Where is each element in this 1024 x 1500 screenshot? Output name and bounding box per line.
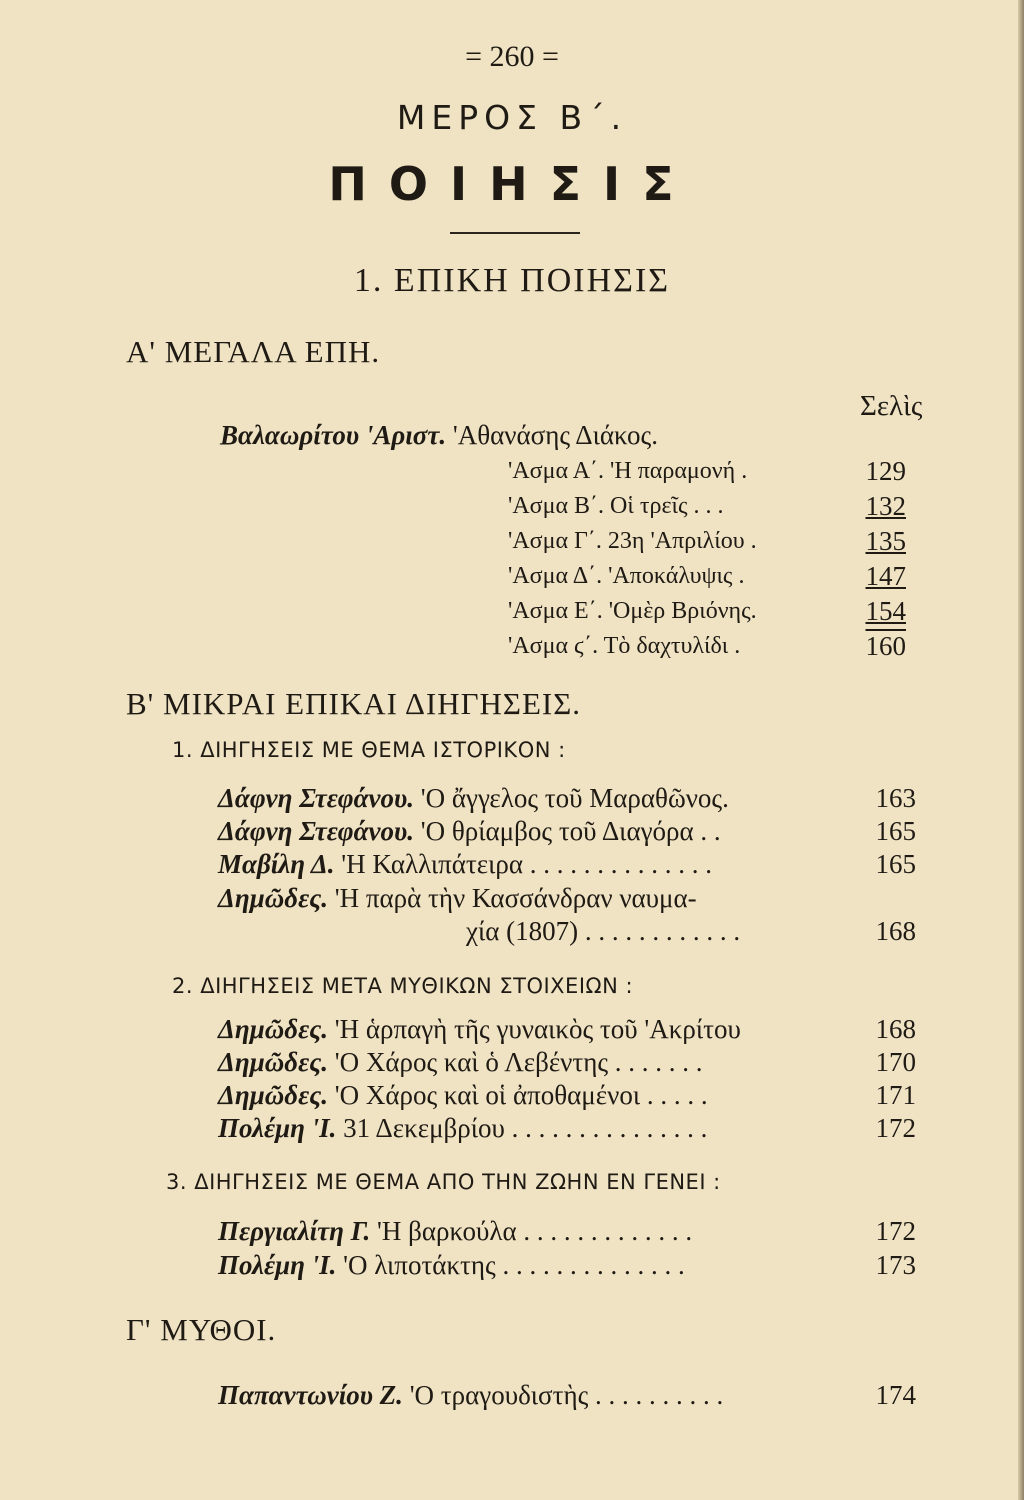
entry-title: 'Ο θρίαμβος τοῦ Διαγόρα . . — [420, 816, 721, 846]
entry-page: 168 — [875, 916, 916, 946]
entry-author: Πολέμη 'Ι. — [218, 1250, 337, 1280]
entry-page: 170 — [875, 1047, 916, 1077]
entry — [218, 1047, 703, 1078]
canto-page: 160 — [865, 631, 906, 661]
canto-page: 147 — [865, 561, 906, 591]
entry-author: Δημῶδες. — [218, 1080, 328, 1110]
canto-page: 132 — [865, 491, 906, 521]
entry — [218, 783, 729, 814]
entry-page: 174 — [875, 1380, 916, 1410]
entry — [218, 816, 721, 847]
section-c-heading: Γ' ΜΥΘΟΙ. — [126, 1312, 277, 1347]
entry-page: 165 — [875, 816, 916, 846]
entry-title: 'Η ἁρπαγὴ τῆς γυναικὸς τοῦ 'Ακρίτου — [334, 1014, 741, 1044]
canto-item: 'Ασμα Β΄. Οἱ τρεῖς . . . — [508, 493, 724, 519]
entry-author: Δημῶδες. — [218, 1014, 328, 1044]
canto-page: 129 — [865, 456, 906, 486]
entry-title: 'Ο Χάρος καὶ ὁ Λεβέντης . . . . . . . — [334, 1047, 703, 1077]
entry-title: 'Η παρὰ τὴν Κασσάνδραν ναυμα- — [334, 883, 697, 913]
entry-title: 31 Δεκεμβρίου . . . . . . . . . . . . . . . — [343, 1113, 708, 1143]
entry-author: Δάφνη Στεφάνου. — [218, 816, 414, 846]
pages-column-label: Σελὶς — [860, 390, 923, 422]
entry-author: Περγιαλίτη Γ. — [218, 1216, 371, 1246]
entry — [218, 1216, 692, 1247]
group-2-title: 2. ΔΙΗΓΗΣΕΙΣ ΜΕΤΑ ΜΥΘΙΚΩΝ ΣΤΟΙΧΕΙΩΝ : — [172, 974, 634, 998]
entry-title: 'Η Καλλιπάτειρα . . . . . . . . . . . . . . — [341, 849, 712, 879]
entry-title: 'Ο Χάρος καὶ οἱ ἀποθαμένοι . . . . . — [334, 1080, 708, 1110]
chapter-heading: 1. ΕΠΙΚΗ ΠΟΙΗΣΙΣ — [353, 262, 671, 299]
canto-page: 154 — [865, 596, 906, 626]
entry-page: 165 — [875, 849, 916, 879]
entry-title: 'Ο τραγουδιστὴς . . . . . . . . . . — [409, 1380, 724, 1410]
entry — [218, 1113, 707, 1144]
entry — [218, 1014, 741, 1045]
part-heading: ΜΕΡΟΣ Β΄. — [396, 98, 628, 137]
page-edge — [1018, 0, 1024, 1500]
canto-item: 'Ασμα ϛ΄. Τὸ δαχτυλίδι . — [508, 633, 741, 659]
author-name: Βαλαωρίτου 'Αριστ. — [220, 420, 447, 450]
entry-title: 'Η βαρκούλα . . . . . . . . . . . . . — [377, 1216, 693, 1246]
canto-item: 'Ασμα Δ΄. 'Αποκάλυψις . — [508, 563, 745, 589]
entry — [218, 1080, 708, 1111]
section-b-heading: Β' ΜΙΚΡΑΙ ΕΠΙΚΑΙ ΔΙΗΓΗΣΕΙΣ. — [126, 686, 582, 721]
entry-page: 172 — [875, 1113, 916, 1143]
entry-author: Δημῶδες. — [218, 883, 328, 913]
canto-item: 'Ασμα Γ΄. 23η 'Απριλίου . — [508, 528, 757, 554]
entry-author: Δημῶδες. — [218, 1047, 328, 1077]
entry — [218, 1380, 723, 1411]
entry-author: Δάφνη Στεφάνου. — [218, 783, 414, 813]
entry-page: 163 — [875, 783, 916, 813]
page-number: = 260 = — [465, 40, 559, 73]
group-3-title: 3. ΔΙΗΓΗΣΕΙΣ ΜΕ ΘΕΜΑ ΑΠΟ ΤΗΝ ΖΩΗΝ ΕΝ ΓΕΝΕΙ : — [166, 1170, 721, 1194]
entry-page: 173 — [875, 1250, 916, 1280]
canto-item: 'Ασμα Ε΄. 'Ομὲρ Βριόνης. — [508, 598, 757, 624]
work-title: 'Αθανάσης Διάκος. — [452, 420, 658, 450]
entry — [218, 849, 712, 880]
entry-title: 'Ο ἄγγελος τοῦ Μαραθῶνος. — [420, 783, 729, 813]
canto-page: 135 — [865, 526, 906, 556]
divider-rule — [450, 232, 580, 234]
entry-page: 172 — [875, 1216, 916, 1246]
entry-author: Παπαντωνίου Ζ. — [218, 1380, 403, 1410]
canto-item: 'Ασμα Α΄. 'Η παραμονή . — [508, 458, 748, 484]
entry — [218, 1250, 685, 1281]
entry-page: 168 — [875, 1014, 916, 1044]
entry — [218, 883, 697, 914]
entry-continuation: χία (1807) . . . . . . . . . . . . — [466, 916, 741, 946]
entry-page: 171 — [875, 1080, 916, 1110]
author-entry — [220, 420, 658, 451]
group-1-title: 1. ΔΙΗΓΗΣΕΙΣ ΜΕ ΘΕΜΑ ΙΣΤΟΡΙΚΟΝ : — [172, 738, 566, 762]
entry-author: Μαβίλη Δ. — [218, 849, 335, 879]
entry-title: 'Ο λιποτάκτης . . . . . . . . . . . . . . — [343, 1250, 685, 1280]
entry-author: Πολέμη 'Ι. — [218, 1113, 337, 1143]
section-title: ΠΟΙΗΣΙΣ — [328, 157, 696, 211]
section-a-heading: Α' ΜΕΓΑΛΑ ΕΠΗ. — [126, 334, 381, 369]
